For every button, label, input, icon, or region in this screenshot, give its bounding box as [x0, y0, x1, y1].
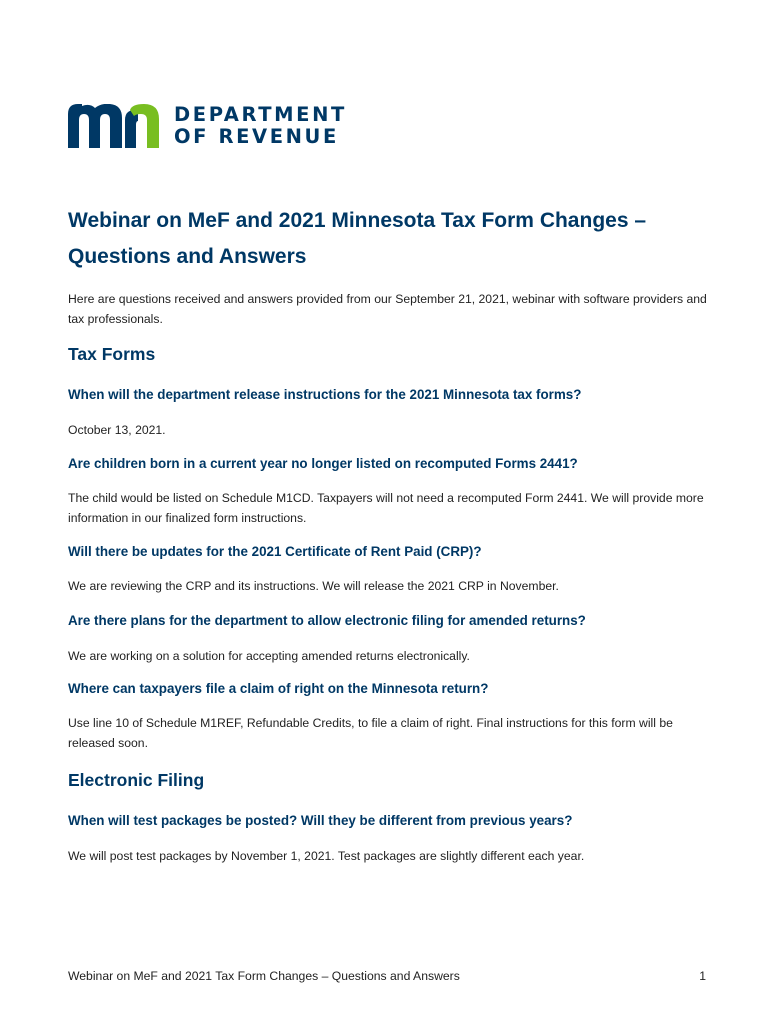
question-instructions-release: When will the department release instructions for the 2021 Minnesota tax forms?: [68, 387, 582, 402]
department-name: [174, 104, 347, 148]
page-number: 1: [699, 969, 706, 983]
department-logo: [68, 103, 347, 148]
section-heading-electronic-filing: Electronic Filing: [68, 770, 205, 790]
answer-test-packages: We will post test packages by November 1, 2021. Test packages are slightly different each year.: [68, 849, 585, 863]
question-claim-of-right: Where can taxpayers file a claim of right on the Minnesota return?: [68, 681, 489, 696]
title-line-1: Webinar on MeF and 2021 Minnesota Tax Form Changes –: [68, 209, 647, 232]
logo-m-shape: [68, 104, 122, 148]
logo-line-department: DEPARTMENT: [174, 103, 347, 126]
answer-crp-updates: We are reviewing the CRP and its instructions. We will release the 2021 CRP in November.: [68, 579, 559, 593]
answer-amended-returns: We are working on a solution for accepting amended returns electronically.: [68, 649, 470, 663]
question-children-forms-2441: Are children born in a current year no longer listed on recomputed Forms 2441?: [68, 456, 578, 471]
logo-n-shape: [125, 110, 138, 148]
intro-paragraph: Here are questions received and answers provided from our September 21, 2021, webinar with software providers and tax professionals.: [68, 292, 707, 326]
question-amended-returns: Are there plans for the department to allow electronic filing for amended returns?: [68, 613, 586, 628]
question-test-packages: When will test packages be posted? Will they be different from previous years?: [68, 813, 573, 828]
section-heading-tax-forms: Tax Forms: [68, 344, 156, 364]
question-crp-updates: Will there be updates for the 2021 Certificate of Rent Paid (CRP)?: [68, 544, 482, 559]
answer-instructions-release: October 13, 2021.: [68, 423, 166, 437]
footer-title: Webinar on MeF and 2021 Tax Form Changes – Questions and Answers: [68, 969, 460, 983]
title-line-2: Questions and Answers: [68, 245, 307, 268]
page-title: [68, 203, 708, 275]
logo-line-revenue: OF REVENUE: [174, 125, 339, 148]
answer-children-forms-2441: The child would be listed on Schedule M1CD. Taxpayers will not need a recomputed Form 2441. We will provide more information in our finalized form instructions.: [68, 491, 704, 525]
minnesota-logo-mark-icon: [68, 104, 160, 148]
answer-claim-of-right: Use line 10 of Schedule M1REF, Refundable Credits, to file a claim of right. Final instructions for this form will be released soon.: [68, 716, 673, 750]
